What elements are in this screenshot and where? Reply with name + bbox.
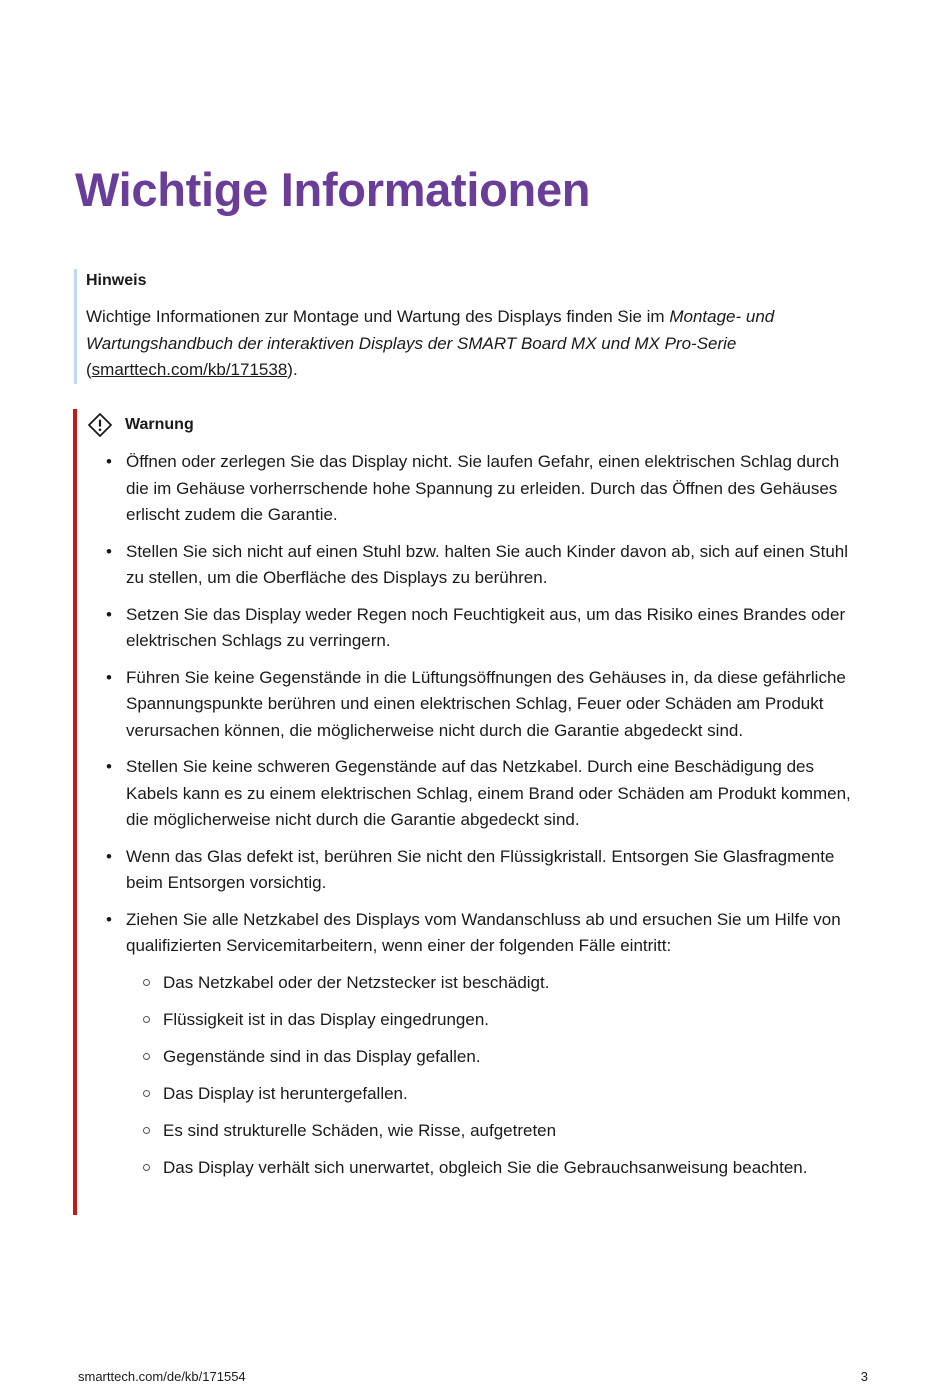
list-item: • Stellen Sie keine schweren Gegenstände auf das Netzkabel. Durch eine Beschädigung des Kabels kann es zu einem elektrischen Schlag, einem Brand oder Schäden am Produkt kommen, die möglicherweise nicht durch die Garantie abgedeckt sind. <box>106 754 851 834</box>
sublist-item: Das Display verhält sich unerwartet, obgleich Sie die Gebrauchsanweisung beachten. <box>126 1155 851 1182</box>
note-doc-title: Montage- und Wartungshandbuch der interaktiven Displays der SMART Board MX und MX Pro-Serie <box>86 307 775 353</box>
note-heading: Hinweis <box>86 272 147 289</box>
sublist-item: Flüssigkeit ist in das Display eingedrungen. <box>126 1007 851 1034</box>
list-item-with-sublist <box>106 907 851 1182</box>
warning-sublist <box>126 970 851 1182</box>
list-item: • Wenn das Glas defekt ist, berühren Sie nicht den Flüssigkristall. Entsorgen Sie Glasfragmente beim Entsorgen vorsichtig. <box>106 844 851 897</box>
page-number: 3 <box>860 1369 868 1384</box>
note-paren-open: ( <box>86 360 92 379</box>
sublist-item: Gegenstände sind in das Display gefallen. <box>126 1044 851 1071</box>
note-text <box>86 304 876 384</box>
list-item: • Führen Sie keine Gegenstände in die Lüftungsöffnungen des Gehäuses in, da diese gefährliche Spannungspunkte berühren und einen elektrischen Schlag, Feuer oder Schäden am Produkt verursachen können, die möglicherweise nicht durch die Garantie abgedeckt sind. <box>106 665 851 745</box>
footer-url[interactable]: smarttech.com/de/kb/171554 <box>78 1369 246 1384</box>
list-item: • Setzen Sie das Display weder Regen noch Feuchtigkeit aus, um das Risiko eines Brandes oder elektrischen Schlags zu verringern. <box>106 602 851 655</box>
warning-header <box>87 411 194 439</box>
sublist-item: Das Display ist heruntergefallen. <box>126 1081 851 1108</box>
list-item: • Öffnen oder zerlegen Sie das Display nicht. Sie laufen Gefahr, einen elektrischen Schlag durch die im Gehäuse vorherrschende hohe Spannung zu erleiden. Durch das Öffnen des Gehäuses erlischt zudem die Garantie. <box>106 449 851 529</box>
note-text-intro: Wichtige Informationen zur Montage und Wartung des Displays finden Sie im <box>86 307 670 326</box>
note-paren-close: ). <box>287 360 298 379</box>
page-title: Wichtige Informationen <box>75 163 591 216</box>
kb-link[interactable]: smarttech.com/kb/171538 <box>91 360 288 379</box>
list-item: • Stellen Sie sich nicht auf einen Stuhl bzw. halten Sie auch Kinder davon ab, sich auf einen Stuhl zu stellen, um die Oberfläche des Displays zu berühren. <box>106 539 851 592</box>
sublist-item: Das Netzkabel oder der Netzstecker ist beschädigt. <box>126 970 851 997</box>
sublist-item: Es sind strukturelle Schäden, wie Risse, aufgetreten <box>126 1118 851 1145</box>
note-box <box>74 269 876 384</box>
warning-list <box>106 449 851 1192</box>
list-item-text: Ziehen Sie alle Netzkabel des Displays vom Wandanschluss ab und ersuchen Sie um Hilfe von qualifizierten Servicemitarbeitern, wenn einer der folgenden Fälle eintritt: <box>126 909 841 955</box>
warning-heading: Warnung <box>125 416 194 433</box>
warning-box <box>73 409 877 1215</box>
warning-icon <box>87 412 113 438</box>
